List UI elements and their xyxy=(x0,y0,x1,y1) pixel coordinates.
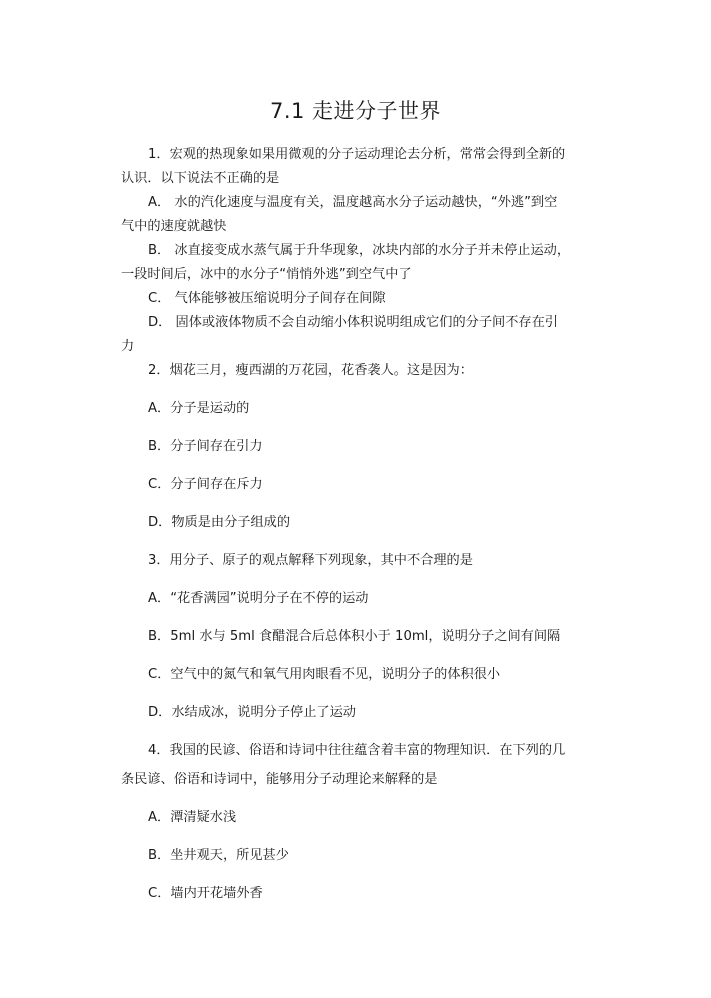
q1-option-d-line-1: D． 固体或液体物质不会自动缩小体积说明组成它们的分子间不存在引 xyxy=(148,315,558,330)
q1-stem-line-1: 1．宏观的热现象如果用微观的分子运动理论去分析，常常会得到全新的 xyxy=(148,147,566,162)
q1-option-a-line-1: A． 水的汽化速度与温度有关，温度越高水分子运动越快，“外逃”到空 xyxy=(148,195,558,210)
q2-stem: 2．烟花三月，瘦西湖的万花园，花香袭人。这是因为： xyxy=(148,363,473,378)
q4-option-b: B．坐井观天，所见甚少 xyxy=(148,848,289,863)
q3-option-a: A．“花香满园”说明分子在不停的运动 xyxy=(148,591,369,606)
q1-option-a-line-2: 气中的速度就越快 xyxy=(121,219,227,234)
q1-option-d-line-2: 力 xyxy=(121,339,135,354)
q4-stem-line-2: 条民谚、俗语和诗词中，能够用分子动理论来解释的是 xyxy=(121,772,438,787)
q1-stem-line-2: 认识．以下说法不正确的是 xyxy=(121,171,280,186)
q3-option-b: B．5ml 水与 5ml 食醋混合后总体积小于 10ml，说明分子之间有间隔 xyxy=(148,629,561,644)
q3-option-d: D．水结成冰，说明分子停止了运动 xyxy=(148,705,356,720)
q4-option-a: A．潭清疑水浅 xyxy=(148,810,237,825)
q2-option-b: B．分子间存在引力 xyxy=(148,439,263,454)
document-title: 7.1 走进分子世界 xyxy=(269,99,442,123)
q4-option-c: C．墙内开花墙外香 xyxy=(148,886,263,901)
q1-option-b-line-2: 一段时间后，冰中的水分子“悄悄外逃”到空气中了 xyxy=(121,267,412,282)
q3-option-c: C．空气中的氮气和氧气用肉眼看不见，说明分子的体积很小 xyxy=(148,667,501,682)
q1-option-b-line-1: B． 冰直接变成水蒸气属于升华现象，冰块内部的水分子并未停止运动， xyxy=(148,243,571,258)
q2-option-c: C．分子间存在斥力 xyxy=(148,477,263,492)
q1-option-c: C． 气体能够被压缩说明分子间存在间隙 xyxy=(148,291,386,306)
q3-stem: 3．用分子、原子的观点解释下列现象，其中不合理的是 xyxy=(148,553,473,568)
q2-option-a: A．分子是运动的 xyxy=(148,401,250,416)
question-list xyxy=(121,143,595,906)
q2-option-d: D．物质是由分子组成的 xyxy=(148,515,291,530)
q4-stem-line-1: 4．我国的民谚、俗语和诗词中往往蕴含着丰富的物理知识．在下列的几 xyxy=(148,743,566,758)
